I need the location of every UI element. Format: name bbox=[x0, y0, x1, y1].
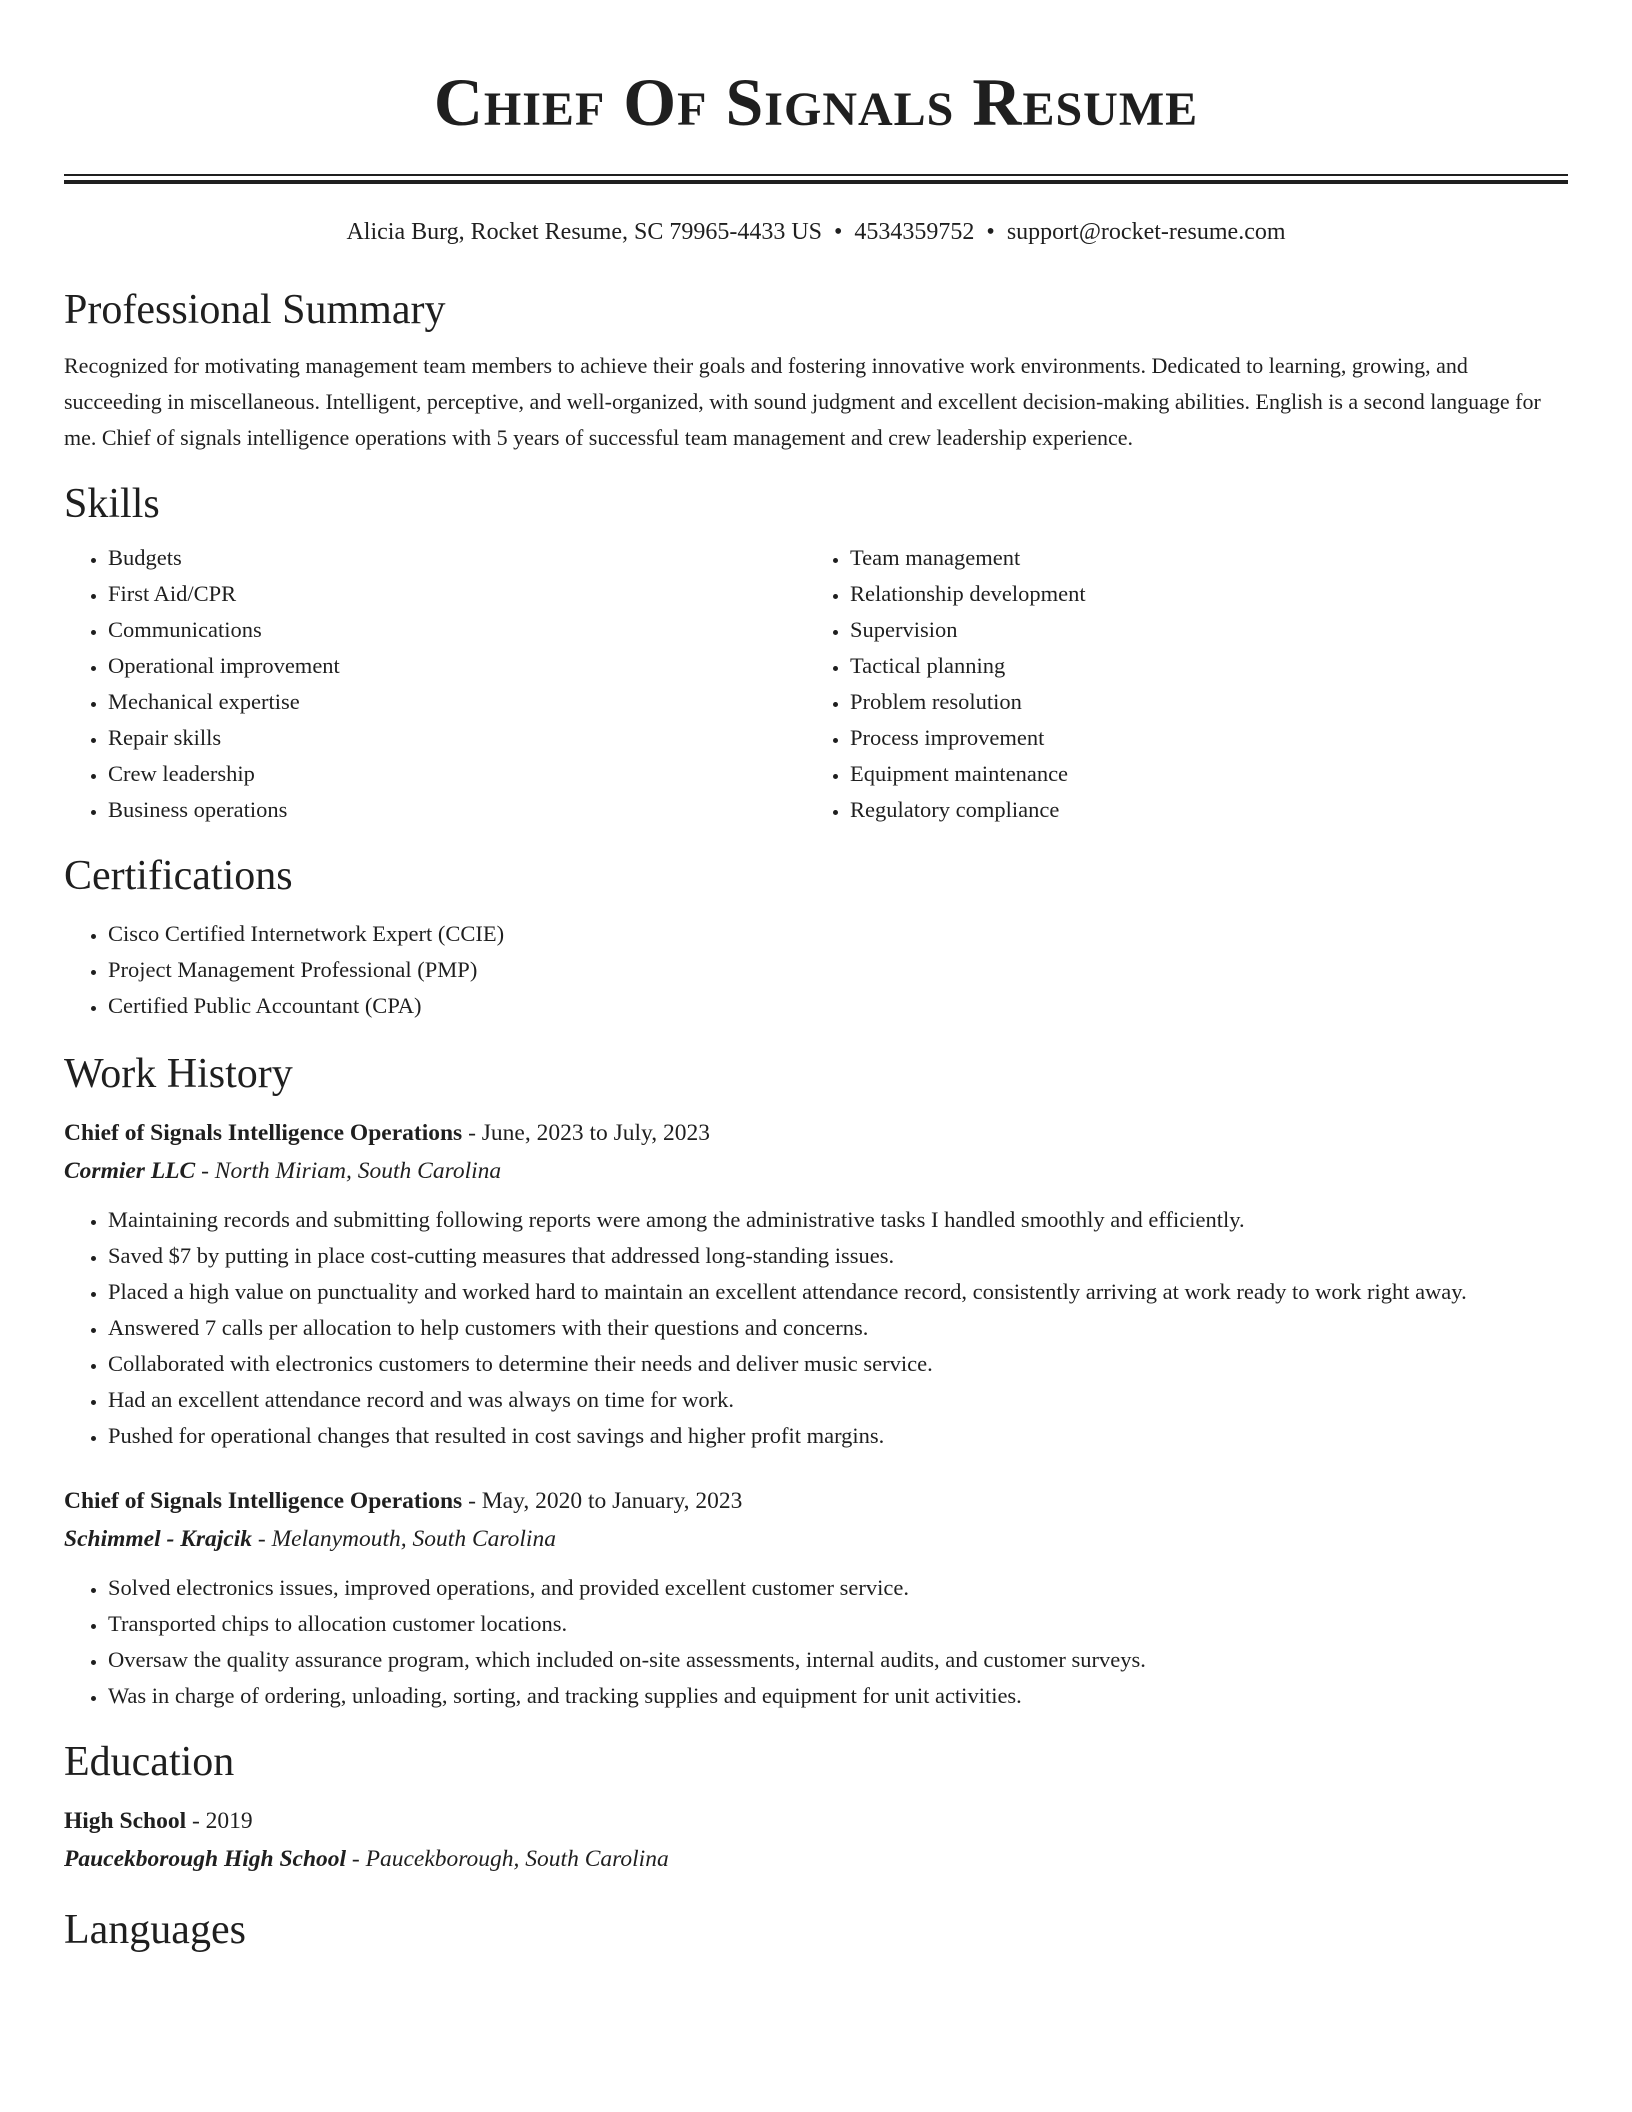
list-item: • Project Management Professional (PMP) bbox=[108, 952, 1568, 988]
skills-list-right bbox=[806, 540, 1548, 828]
job-dates: - June, 2023 to July, 2023 bbox=[462, 1120, 711, 1146]
list-item: • First Aid/CPR bbox=[108, 576, 806, 612]
list-item: • Answered 7 calls per allocation to help customers with their questions and concerns. bbox=[108, 1310, 1568, 1346]
list-item: • Maintaining records and submitting following reports were among the administrative tasks I handled smoothly and efficiently. bbox=[108, 1202, 1568, 1238]
job-bullets bbox=[64, 1202, 1568, 1454]
list-item: • Business operations bbox=[108, 792, 806, 828]
job-company-line bbox=[64, 1152, 1568, 1190]
job-entry bbox=[64, 1482, 1568, 1714]
education-degree-line bbox=[64, 1802, 1568, 1840]
list-item: • Tactical planning bbox=[850, 648, 1548, 684]
list-item: • Repair skills bbox=[108, 720, 806, 756]
skills-list-left bbox=[64, 540, 806, 828]
resume-page bbox=[64, 0, 1568, 1956]
summary-heading: Professional Summary bbox=[64, 287, 446, 333]
list-item: • Had an excellent attendance record and was always on time for work. bbox=[108, 1382, 1568, 1418]
education-degree: High School bbox=[64, 1808, 187, 1834]
certifications-list bbox=[64, 916, 1568, 1024]
list-item: • Pushed for operational changes that resulted in cost savings and higher profit margins. bbox=[108, 1418, 1568, 1454]
job-title: Chief of Signals Intelligence Operations bbox=[64, 1120, 463, 1146]
list-item: • Was in charge of ordering, unloading, sorting, and tracking supplies and equipment for unit activities. bbox=[108, 1678, 1568, 1714]
work-heading: Work History bbox=[64, 1051, 293, 1097]
job-company: Schimmel - Krajcik bbox=[64, 1526, 252, 1552]
education-school: Paucekborough High School bbox=[64, 1846, 347, 1872]
list-item: • Communications bbox=[108, 612, 806, 648]
list-item: • Operational improvement bbox=[108, 648, 806, 684]
job-entry bbox=[64, 1114, 1568, 1454]
languages-section bbox=[64, 1904, 1568, 1956]
job-title: Chief of Signals Intelligence Operations bbox=[64, 1488, 463, 1514]
summary-section bbox=[64, 284, 1568, 456]
list-item: • Supervision bbox=[850, 612, 1548, 648]
job-company-line bbox=[64, 1520, 1568, 1558]
list-item: • Process improvement bbox=[850, 720, 1548, 756]
contact-separator: • bbox=[986, 219, 995, 245]
list-item: • Budgets bbox=[108, 540, 806, 576]
contact-separator: • bbox=[834, 219, 843, 245]
contact-address: Alicia Burg, Rocket Resume, SC 79965-4433 US bbox=[346, 219, 823, 245]
certifications-heading: Certifications bbox=[64, 853, 293, 899]
job-title-line bbox=[64, 1482, 1568, 1520]
list-item: • Oversaw the quality assurance program, which included on-site assessments, internal audits, and customer surveys. bbox=[108, 1642, 1568, 1678]
job-bullets bbox=[64, 1570, 1568, 1714]
certifications-section bbox=[64, 850, 1568, 1024]
list-item: • Transported chips to allocation customer locations. bbox=[108, 1606, 1568, 1642]
page-title: Chief Of Signals Resume bbox=[433, 64, 1199, 140]
languages-heading: Languages bbox=[64, 1907, 246, 1953]
list-item: • Cisco Certified Internetwork Expert (CCIE) bbox=[108, 916, 1568, 952]
list-item: • Problem resolution bbox=[850, 684, 1548, 720]
contact-phone: 4534359752 bbox=[854, 219, 975, 245]
skills-section bbox=[64, 478, 1568, 828]
list-item: • Placed a high value on punctuality and worked hard to maintain an excellent attendance record, consistently arriving at work ready to work right away. bbox=[108, 1274, 1568, 1310]
job-dates: - May, 2020 to January, 2023 bbox=[462, 1488, 743, 1514]
education-year: - 2019 bbox=[186, 1808, 253, 1834]
education-school-line bbox=[64, 1840, 1568, 1878]
summary-text: Recognized for motivating management team members to achieve their goals and fostering innovative work environments. Dedicated to learning, growing, and succeeding in miscellaneous. Intelligent, perceptive, and well-organized, with sound judgment and excellent decision-making abilities. English is a second language for me. Chief of signals intelligence operations with 5 years of successful team management and crew leadership experience. bbox=[64, 353, 1541, 450]
list-item: • Solved electronics issues, improved operations, and provided excellent customer service. bbox=[108, 1570, 1568, 1606]
list-item: • Collaborated with electronics customers to determine their needs and deliver music service. bbox=[108, 1346, 1568, 1382]
list-item: • Mechanical expertise bbox=[108, 684, 806, 720]
list-item: • Certified Public Accountant (CPA) bbox=[108, 988, 1568, 1024]
list-item: • Relationship development bbox=[850, 576, 1548, 612]
job-location: - Melanymouth, South Carolina bbox=[252, 1526, 556, 1552]
job-company: Cormier LLC bbox=[64, 1158, 196, 1184]
work-section bbox=[64, 1048, 1568, 1714]
job-location: - North Miriam, South Carolina bbox=[195, 1158, 502, 1184]
list-item: • Equipment maintenance bbox=[850, 756, 1548, 792]
title-divider bbox=[64, 174, 1568, 184]
education-section bbox=[64, 1736, 1568, 1878]
list-item: • Regulatory compliance bbox=[850, 792, 1548, 828]
list-item: • Team management bbox=[850, 540, 1548, 576]
skills-columns bbox=[64, 540, 1568, 828]
skills-heading: Skills bbox=[64, 481, 160, 527]
contact-email: support@rocket-resume.com bbox=[1006, 219, 1286, 245]
education-heading: Education bbox=[64, 1739, 235, 1785]
job-title-line bbox=[64, 1114, 1568, 1152]
contact-line bbox=[64, 214, 1568, 250]
education-location: - Paucekborough, South Carolina bbox=[346, 1846, 669, 1872]
list-item: • Crew leadership bbox=[108, 756, 806, 792]
list-item: • Saved $7 by putting in place cost-cutting measures that addressed long-standing issues. bbox=[108, 1238, 1568, 1274]
